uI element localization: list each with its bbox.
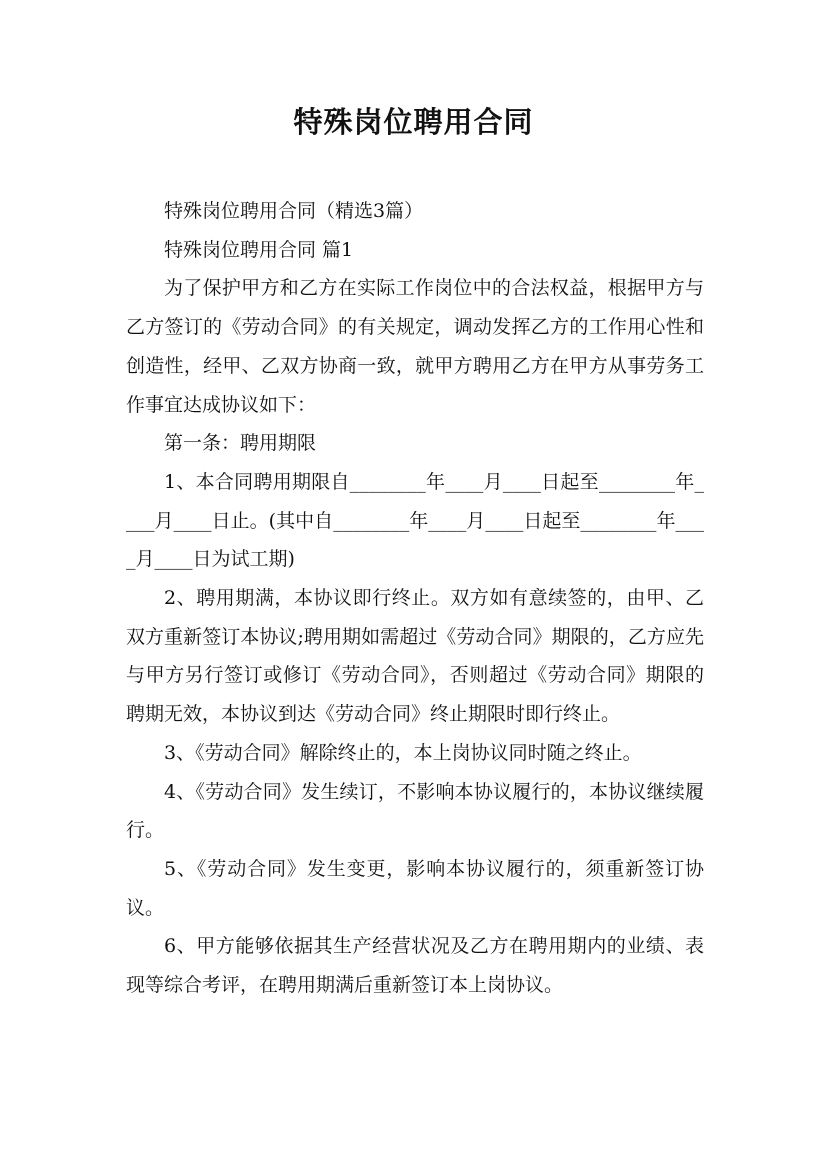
paragraph-clause-4: 4、《劳动合同》发生续订，不影响本协议履行的，本协议继续履行。 (126, 780, 704, 842)
paragraph-clause-6: 6、甲方能够依据其生产经营状况及乙方在聘用期内的业绩、表现等综合考评，在聘用期满后重新签订本上岗协议。 (126, 935, 704, 997)
paragraph-section-heading: 特殊岗位聘用合同 篇1 (164, 238, 354, 261)
document-body (126, 192, 704, 1005)
paragraph-subtitle: 特殊岗位聘用合同（精选3篇） (164, 200, 424, 222)
paragraph-clause-3: 3、《劳动合同》解除终止的，本上岗协议同时随之终止。 (164, 741, 642, 764)
paragraph-clause-5: 5、《劳动合同》发生变更，影响本协议履行的，须重新签订协议。 (126, 857, 704, 919)
paragraph-clause-1: 1、本合同聘用期限自________年____月____日起至________年____月____日止。(其中自________年____月____日起至________年____月____日为试工期) (126, 470, 704, 571)
document-title: 特殊岗位聘用合同 (293, 105, 534, 139)
paragraph-clause-2: 2、聘用期满，本协议即行终止。双方如有意续签的，由甲、乙双方重新签订本协议;聘用期如需超过《劳动合同》期限的，乙方应先与甲方另行签订或修订《劳动合同》，否则超过《劳动合同》期限的聘期无效，本协议到达《劳动合同》终止期限时即行终止。 (126, 587, 704, 726)
paragraph-article-heading: 第一条：聘用期限 (164, 432, 317, 455)
paragraph-preamble: 为了保护甲方和乙方在实际工作岗位中的合法权益，根据甲方与乙方签订的《劳动合同》的有关规定，调动发挥乙方的工作用心性和创造性，经甲、乙双方协商一致，就甲方聘用乙方在甲方从事劳务工作事宜达成协议如下： (126, 277, 704, 416)
